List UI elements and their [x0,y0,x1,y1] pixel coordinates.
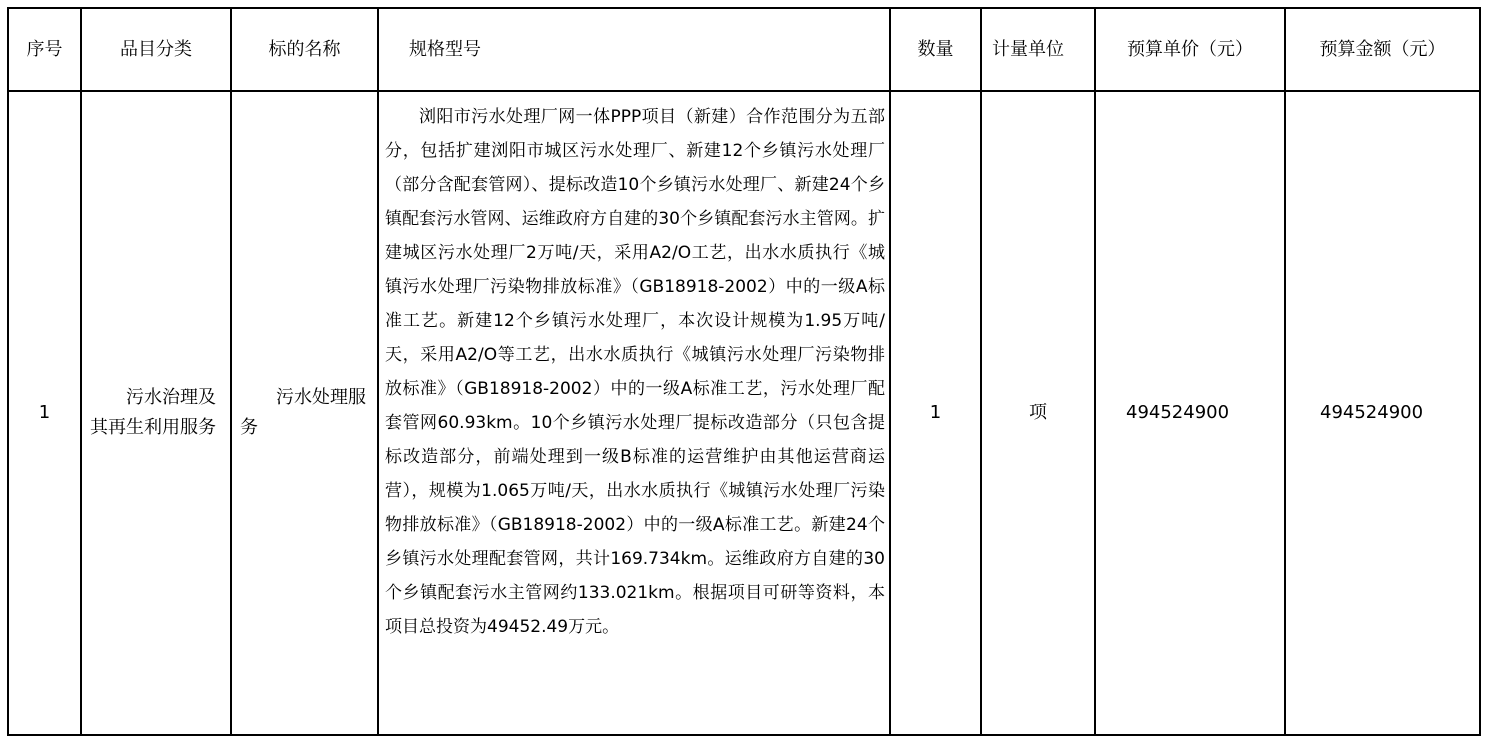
cell-spec-wrap [378,91,890,735]
header-row [8,8,1480,91]
cell-quantity: 1 [890,91,981,735]
header-total: 预算金额（元） [1285,8,1480,91]
cell-seq: 1 [8,91,81,735]
cell-total: 494524900 [1285,91,1480,735]
cell-name-wrap [231,91,378,735]
header-unit: 计量单位 [981,8,1095,91]
cell-name: 污水处理服务 [240,387,366,438]
cell-unit-price: 494524900 [1095,91,1285,735]
header-spec: 规格型号 [378,8,890,91]
header-quantity: 数量 [890,8,981,91]
cell-unit: 项 [981,91,1095,735]
cell-spec: 浏阳市污水处理厂网一体PPP项目（新建）合作范围分为五部分，包括扩建浏阳市城区污水处理厂、新建12个乡镇污水处理厂（部分含配套管网）、提标改造10个乡镇污水处理厂、新建24个乡镇配套污水管网、运维政府方自建的30个乡镇配套污水主管网。扩建城区污水处理厂2万吨/天，采用A2/O工艺，出水水质执行《城镇污水处理厂污染物排放标准》（GB18918-2002）中的一级A标准工艺。新建12个乡镇污水处理厂，本次设计规模为1.95万吨/天，采用A2/O等工艺，出水水质执行《城镇污水处理厂污染物排放标准》（GB18918-2002）中的一级A标准工艺，污水处理厂配套管网60.93km。10个乡镇污水处理厂提标改造部分（只包含提标改造部分，前端处理到一级B标准的运营维护由其他运营商运营），规模为1.065万吨/天，出水水质执行《城镇污水处理厂污染物排放标准》（GB18918-2002）中的一级A标准工艺。新建24个乡镇污水处理配套管网，共计169.734km。运维政府方自建的30个乡镇配套污水主管网约133.021km。根据项目可研等资料，本项目总投资为49452.49万元。 [385,107,885,637]
header-unit-price: 预算单价（元） [1095,8,1285,91]
header-name: 标的名称 [231,8,378,91]
procurement-table [7,7,1481,736]
cell-category: 污水治理及其再生利用服务 [90,387,216,438]
cell-category-wrap [81,91,231,735]
header-seq: 序号 [8,8,81,91]
table-row [8,91,1480,735]
header-category: 品目分类 [81,8,231,91]
